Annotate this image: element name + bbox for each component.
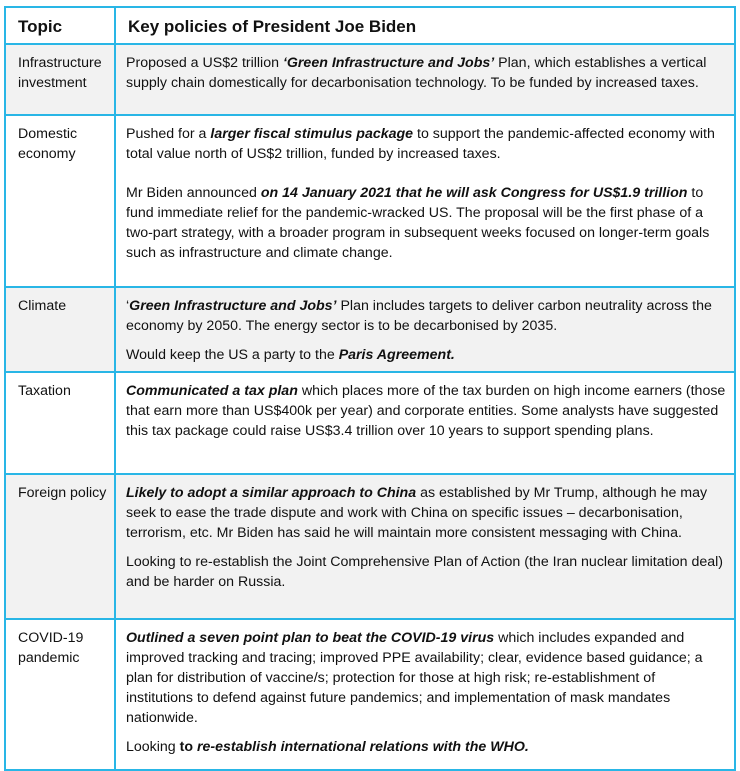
policy-paragraph: [126, 552, 726, 592]
emphasis-text: on 14 January 2021 that he will ask Congress for US$1.9 trillion: [260, 185, 688, 201]
policy-paragraph: [126, 345, 726, 365]
emphasis-text: Communicated a tax plan: [126, 383, 298, 399]
topic-cell: COVID-19 pandemic: [5, 619, 115, 770]
policy-table: [4, 6, 736, 771]
text-run: Proposed a US$2 trillion: [126, 55, 283, 71]
table-row: [5, 372, 735, 474]
table-row: [5, 115, 735, 287]
text-run: as established by Mr Trump, although he may seek to ease the trade dispute and work with China on specific issues – decarbonisation, terrorism, etc. Mr Biden has said he will maintain more consistent messaging with China.: [126, 485, 708, 541]
bold-text: to: [179, 739, 197, 755]
policy-cell: [115, 474, 735, 619]
topic-cell: Taxation: [5, 372, 115, 474]
text-run: Plan, which establishes a vertical supply chain domestically for decarbonisation technology. To be funded by increased taxes.: [126, 55, 707, 91]
emphasis-text: ‘Green Infrastructure and Jobs’: [282, 55, 495, 71]
policy-paragraph: [126, 53, 726, 93]
table-row: [5, 619, 735, 770]
emphasis-text: larger fiscal stimulus package: [210, 126, 414, 142]
table-row: [5, 44, 735, 115]
policy-paragraph: [126, 296, 726, 336]
emphasis-text: Likely to adopt a similar approach to China: [126, 485, 417, 501]
text-run: which includes expanded and improved tracking and tracing; improved PPE availability; clear, evidence based guidance; a plan for distribution of vaccine/s; protection for those at high risk; re-establishment of institutions to defend against future pandemics; and implementation of mask mandates nationwide.: [126, 630, 703, 726]
policy-paragraph: [126, 124, 726, 164]
policy-cell: [115, 287, 735, 372]
text-run: to support the pandemic-affected economy with total value north of US$2 trillion, funded by increased taxes.: [126, 126, 715, 162]
table-header-row: [5, 7, 735, 44]
text-run: ‘: [126, 298, 130, 314]
table-row: [5, 474, 735, 619]
policy-paragraph: [126, 183, 726, 263]
topic-cell: Foreign policy: [5, 474, 115, 619]
policy-cell: [115, 44, 735, 115]
text-run: Mr Biden announced: [126, 185, 261, 201]
text-run: Looking: [126, 739, 180, 755]
policy-table-container: [4, 6, 734, 771]
policy-cell: [115, 619, 735, 770]
topic-cell: Climate: [5, 287, 115, 372]
emphasis-text: re-establish international relations with the WHO.: [196, 739, 529, 755]
header-policies: Key policies of President Joe Biden: [115, 7, 735, 44]
text-run: to fund immediate relief for the pandemic-wracked US. The proposal will be the first phase of a two-part strategy, with a broader program in subsequent weeks focused on longer-term goals such as infrastructure and climate change.: [126, 185, 710, 261]
policy-paragraph: [126, 628, 726, 728]
policy-cell: [115, 372, 735, 474]
text-run: Looking to re-establish the Joint Comprehensive Plan of Action (the Iran nuclear limitation deal) and be harder on Russia.: [126, 554, 723, 590]
text-run: Would keep the US a party to the: [126, 347, 339, 363]
header-topic: Topic: [5, 7, 115, 44]
emphasis-text: Green Infrastructure and Jobs’: [129, 298, 337, 314]
text-run: Plan includes targets to deliver carbon neutrality across the economy by 2050. The energy sector is to be decarbonised by 2035.: [126, 298, 712, 334]
emphasis-text: Outlined a seven point plan to beat the COVID-19 virus: [126, 630, 495, 646]
policy-paragraph: [126, 737, 726, 757]
policy-paragraph: [126, 381, 726, 441]
table-row: [5, 287, 735, 372]
policy-cell: [115, 115, 735, 287]
policy-paragraph: [126, 483, 726, 543]
emphasis-text: Paris Agreement.: [338, 347, 455, 363]
text-run: Pushed for a: [126, 126, 211, 142]
topic-cell: Domestic economy: [5, 115, 115, 287]
topic-cell: Infrastructure investment: [5, 44, 115, 115]
text-run: which places more of the tax burden on high income earners (those that earn more than US$400k per year) and corporate entities. Some analysts have suggested this tax package could raise US$3.4 trillion over 10 years to support spending plans.: [126, 383, 726, 439]
